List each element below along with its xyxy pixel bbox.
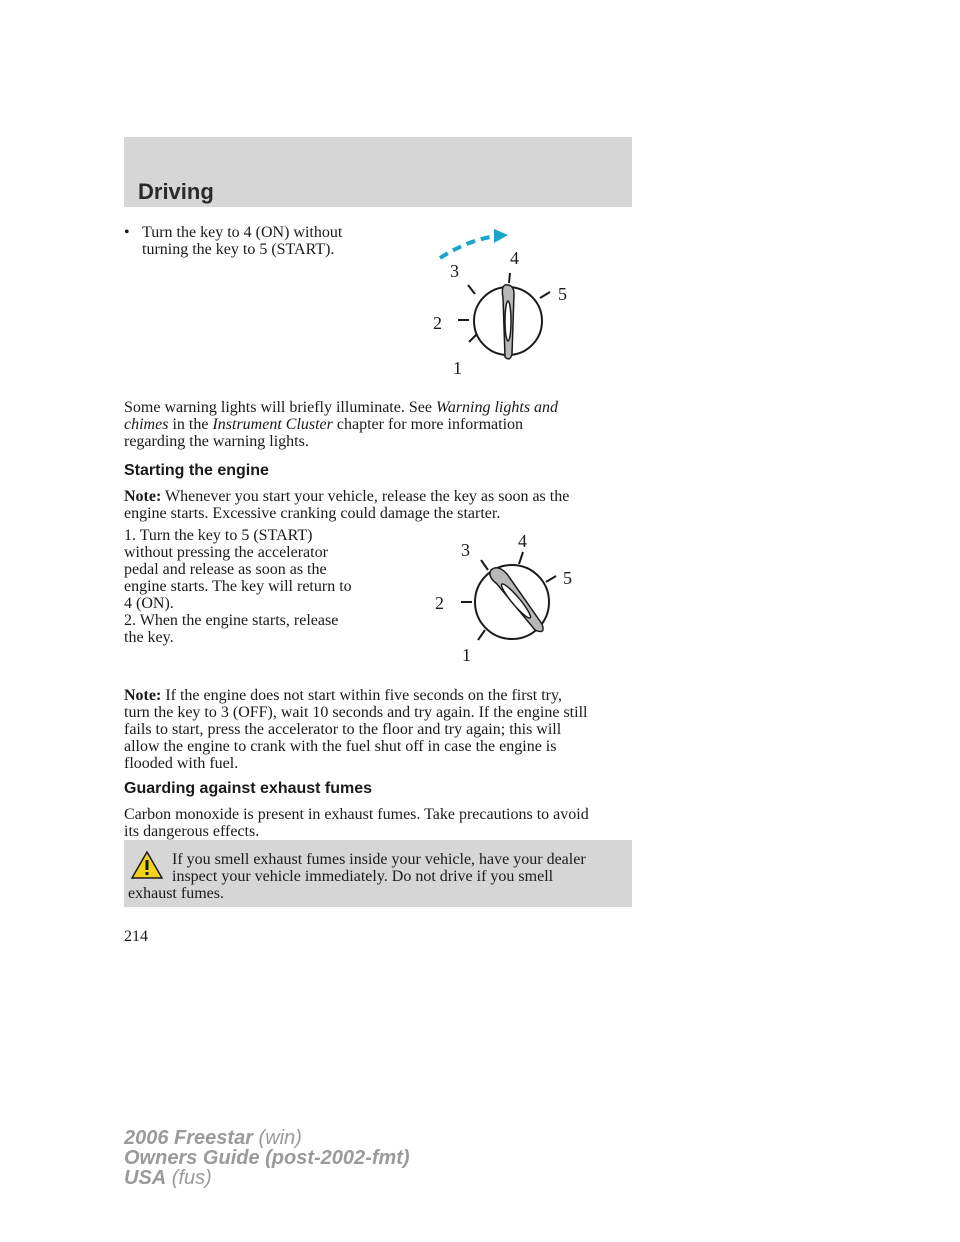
position-label-4: 4 (518, 531, 527, 551)
warning-box (124, 840, 632, 907)
paragraph-text: Some warning lights will briefly illuminate. See (124, 399, 432, 416)
warning-text (128, 851, 624, 902)
cross-reference-link: Warning lights and (435, 399, 559, 416)
position-label-4: 4 (510, 248, 519, 268)
note-text: fails to start, press the accelerator to the floor and try again; this will (124, 721, 562, 738)
exhaust-paragraph (124, 806, 636, 840)
starting-note (124, 488, 634, 522)
step-text: the key. (124, 629, 174, 646)
bullet-line-2: turning the key to 5 (START). (142, 241, 335, 258)
note-text: Whenever you start your vehicle, release the key as soon as the (161, 488, 570, 505)
ignition-diagram-on (410, 222, 590, 387)
footer-code: (win) (252, 1127, 302, 1149)
paragraph-text: chapter for more information (332, 416, 524, 433)
footer-region: USA (124, 1167, 167, 1189)
warning-line: If you smell exhaust fumes inside your vehicle, have your dealer (172, 851, 586, 868)
cross-reference-link: chimes (124, 416, 169, 433)
footer (124, 1128, 410, 1188)
step-text: engine starts. The key will return to (124, 578, 352, 595)
page-number: 214 (124, 928, 148, 945)
footer-code: (fus) (166, 1167, 212, 1189)
bullet-symbol: • (124, 224, 130, 241)
paragraph-text: Carbon monoxide is present in exhaust fumes. Take precautions to avoid (124, 806, 589, 823)
note-text: turn the key to 3 (OFF), wait 10 seconds and try again. If the engine still (124, 704, 588, 721)
starting-heading: Starting the engine (124, 462, 269, 479)
paragraph-text: its dangerous effects. (124, 823, 260, 840)
bullet-line-1: Turn the key to 4 (ON) without (142, 224, 343, 241)
position-label-5: 5 (558, 284, 567, 304)
exhaust-heading: Guarding against exhaust fumes (124, 780, 373, 797)
crank-note (124, 687, 636, 772)
position-label-3: 3 (461, 540, 470, 560)
note-label: Note: (124, 687, 162, 704)
step-text: 4 (ON). (124, 595, 174, 612)
arrow-head-icon (494, 229, 508, 243)
note-text: allow the engine to crank with the fuel shut off in case the engine is (124, 738, 557, 755)
position-label-2: 2 (433, 313, 442, 333)
position-label-2: 2 (435, 593, 444, 613)
turn-arrow-icon (440, 236, 496, 258)
position-label-3: 3 (450, 261, 459, 281)
key-slot-icon (505, 301, 511, 341)
position-label-1: 1 (462, 645, 471, 665)
footer-model: 2006 Freestar (124, 1127, 253, 1149)
position-label-5: 5 (563, 568, 572, 588)
ignition-diagram-start (415, 522, 595, 672)
warning-lights-paragraph (124, 399, 632, 450)
section-header (124, 137, 632, 207)
step-text: pedal and release as soon as the (124, 561, 327, 578)
note-text: engine starts. Excessive cranking could damage the starter. (124, 505, 501, 522)
note-label: Note: (124, 488, 162, 505)
step-text: 1. Turn the key to 5 (START) (124, 527, 313, 544)
position-label-1: 1 (453, 358, 462, 378)
step-2 (124, 612, 394, 646)
note-text: If the engine does not start within five seconds on the first try, (161, 687, 562, 704)
note-text: flooded with fuel. (124, 755, 239, 772)
warning-line: inspect your vehicle immediately. Do not drive if you smell (172, 868, 554, 885)
paragraph-text: in the (168, 416, 213, 433)
chapter-reference: Instrument Cluster (212, 416, 333, 433)
warning-line: exhaust fumes. (128, 885, 224, 902)
step-text: 2. When the engine starts, release (124, 612, 339, 629)
step-text: without pressing the accelerator (124, 544, 328, 561)
step-1 (124, 527, 394, 612)
footer-guide: Owners Guide (post-2002-fmt) (124, 1147, 410, 1169)
paragraph-text: regarding the warning lights. (124, 433, 309, 450)
section-title: Driving (138, 179, 214, 204)
